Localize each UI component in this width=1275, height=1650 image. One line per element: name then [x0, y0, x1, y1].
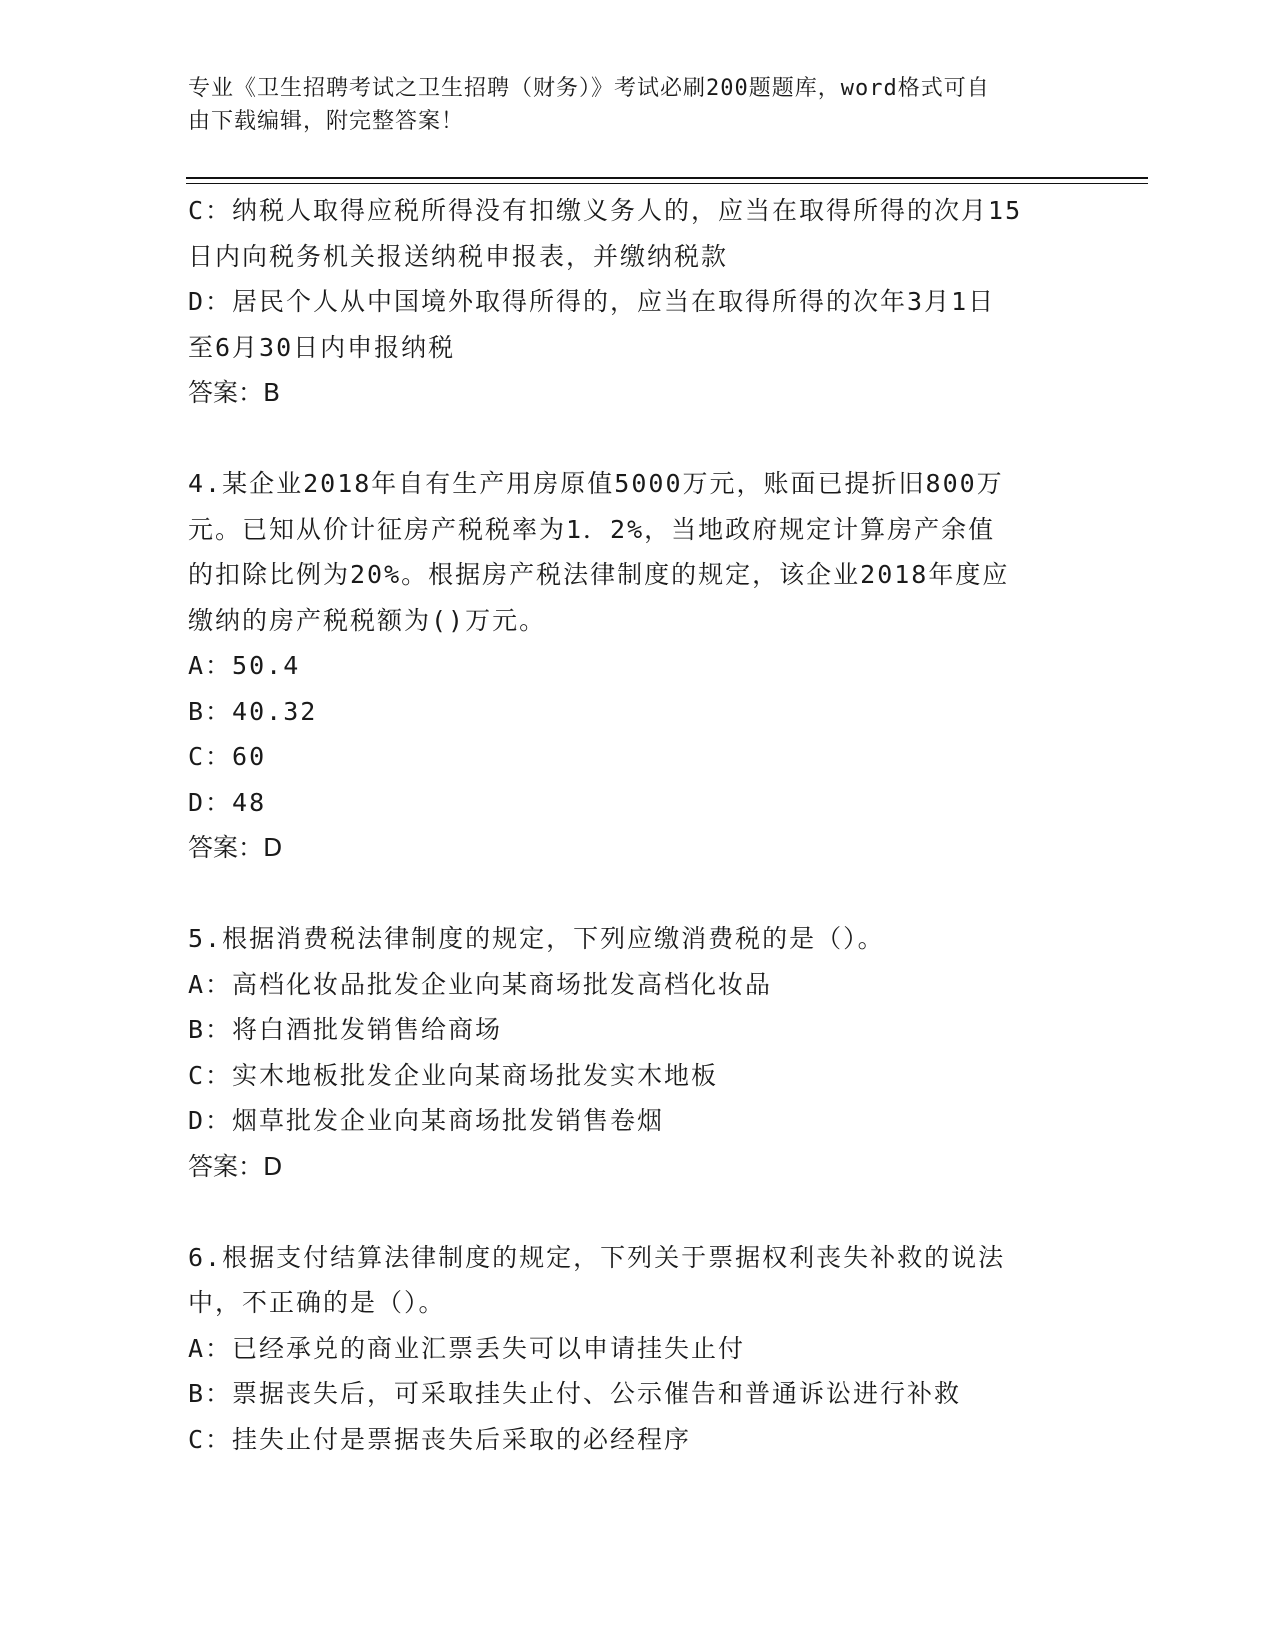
question-4	[188, 461, 1088, 871]
answer-q5: 答案：D	[188, 1151, 283, 1181]
q4-stem-line-1: 4.某企业2018年自有生产用房原值5000万元，账面已提折旧800万	[188, 469, 1004, 498]
header-rule-thin	[186, 183, 1148, 184]
q4-option-d: D：48	[188, 787, 267, 817]
q4-stem-line-2: 元。已知从价计征房产税税率为1．2%，当地政府规定计算房产余值	[188, 514, 996, 544]
question-6	[188, 1235, 1088, 1463]
answer-q3: 答案：B	[188, 378, 281, 407]
q5-option-a: A：高档化妆品批发企业向某商场批发高档化妆品	[188, 969, 773, 999]
q4-stem-line-3: 的扣除比例为20%。根据房产税法律制度的规定，该企业2018年度应	[188, 560, 1010, 589]
document-body	[188, 188, 1088, 1462]
q4-stem-line-4: 缴纳的房产税税额为()万元。	[188, 605, 547, 635]
q4-option-b: B：40.32	[188, 696, 318, 726]
spacer	[188, 1189, 1088, 1235]
header-line-1: 专业《卫生招聘考试之卫生招聘（财务）》考试必刷200题题库，word格式可自	[188, 76, 990, 101]
option-c-line-2: 日内向税务机关报送纳税申报表，并缴纳税款	[188, 241, 729, 271]
header-line-2: 由下载编辑，附完整答案！	[188, 109, 465, 134]
option-d-line-1: D：居民个人从中国境外取得所得的，应当在取得所得的次年3月1日	[188, 287, 996, 316]
document-header	[188, 72, 1068, 138]
q5-stem-line-1: 5.根据消费税法律制度的规定，下列应缴消费税的是（）。	[188, 924, 885, 953]
question-5	[188, 916, 1088, 1189]
header-rule-thick	[186, 177, 1148, 179]
option-c-line-1: C：纳税人取得应税所得没有扣缴义务人的，应当在取得所得的次月15	[188, 196, 1023, 225]
q5-option-d: D：烟草批发企业向某商场批发销售卷烟	[188, 1106, 665, 1135]
spacer	[188, 416, 1088, 462]
q6-stem-line-1: 6.根据支付结算法律制度的规定，下列关于票据权利丧失补救的说法	[188, 1242, 1006, 1272]
q5-option-c: C：实木地板批发企业向某商场批发实木地板	[188, 1060, 719, 1090]
q6-option-b: B：票据丧失后，可采取挂失止付、公示催告和普通诉讼进行补救	[188, 1379, 962, 1408]
q4-option-c: C：60	[188, 742, 267, 771]
q6-option-a: A：已经承兑的商业汇票丢失可以申请挂失止付	[188, 1333, 746, 1363]
q5-option-b: B：将白酒批发销售给商场	[188, 1015, 503, 1044]
answer-q4: 答案：D	[188, 833, 283, 862]
q6-option-c: C：挂失止付是票据丧失后采取的必经程序	[188, 1424, 692, 1454]
spacer	[188, 871, 1088, 917]
option-d-line-2: 至6月30日内申报纳税	[188, 332, 456, 362]
q4-option-a: A：50.4	[188, 651, 301, 680]
question-3-continued	[188, 188, 1088, 416]
q6-stem-line-2: 中，不正确的是（）。	[188, 1288, 446, 1317]
